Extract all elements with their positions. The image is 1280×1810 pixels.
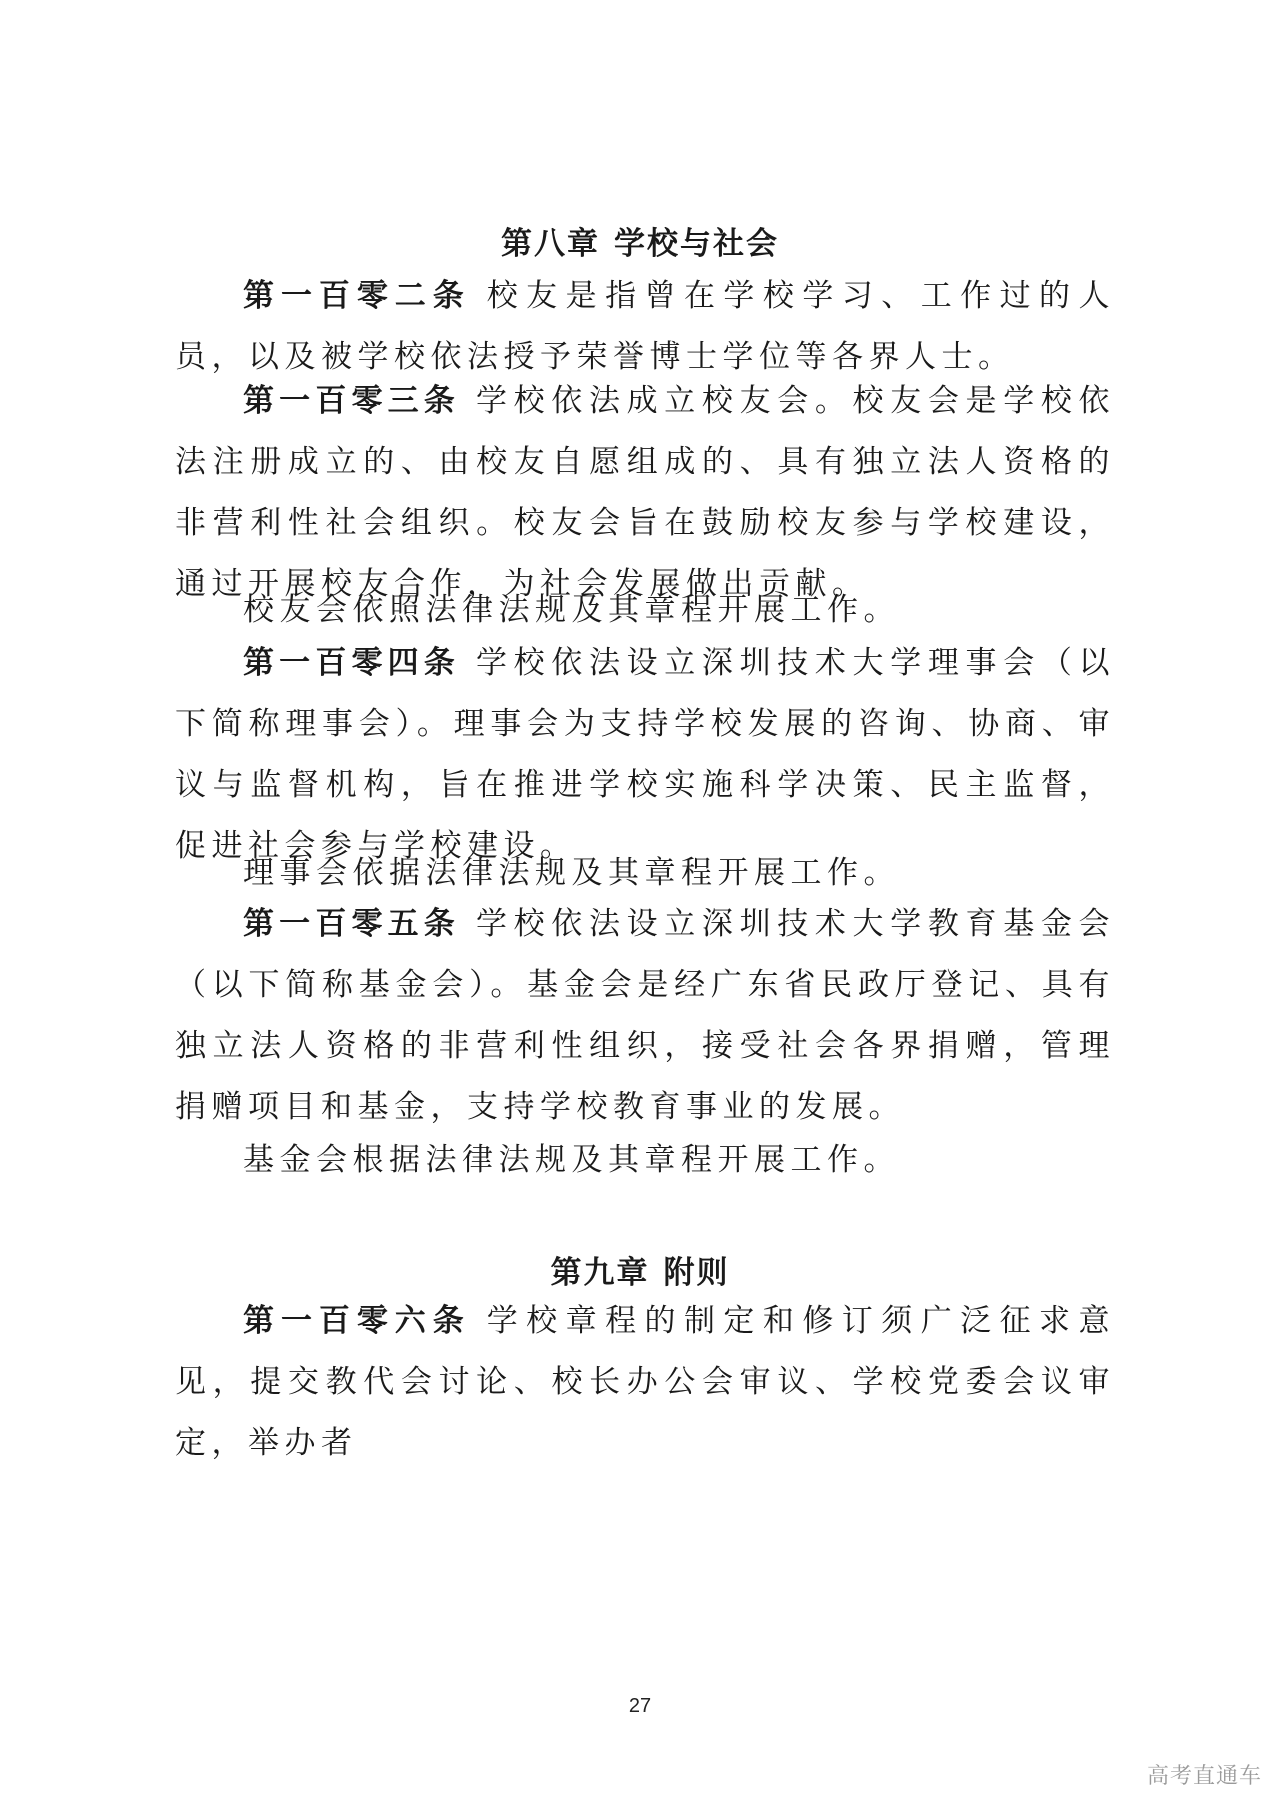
article-105-clause <box>175 1130 1115 1191</box>
article-label: 第一百零六条 <box>243 1303 471 1339</box>
article-103 <box>175 371 1115 615</box>
article-text: 理事会依据法律法规及其章程开展工作。 <box>243 855 900 891</box>
article-text: 学校依法成立校友会。校友会是学校依法注册成立的、由校友自愿组成的、具有独立法人资格的非营利性社会组织。校友会旨在鼓励校友参与学校建设，通过开展校友合作，为社会发展做出贡献。 <box>175 383 1116 602</box>
article-text: 校友会依照法律法规及其章程开展工作。 <box>243 592 900 628</box>
article-106 <box>175 1291 1115 1474</box>
article-text: 基金会根据法律法规及其章程开展工作。 <box>243 1142 900 1178</box>
article-text: 学校依法设立深圳技术大学理事会（以下简称理事会）。理事会为支持学校发展的咨询、协商、审议与监督机构，旨在推进学校实施科学决策、民主监督，促进社会参与学校建设。 <box>175 645 1116 864</box>
watermark: 高考直通车 <box>1146 1764 1262 1789</box>
article-text: 学校依法设立深圳技术大学教育基金会（以下简称基金会）。基金会是经广东省民政厅登记、具有独立法人资格的非营利性组织，接受社会各界捐赠，管理捐赠项目和基金，支持学校教育事业的发展。 <box>175 906 1116 1125</box>
article-label: 第一百零二条 <box>243 278 471 314</box>
chapter-8-title <box>0 218 1280 263</box>
article-104 <box>175 633 1115 877</box>
article-103-clause <box>175 580 1115 641</box>
article-102 <box>175 266 1115 388</box>
article-label: 第一百零四条 <box>243 645 460 681</box>
chapter-9-title <box>0 1247 1280 1292</box>
page-number: 27 <box>628 1695 652 1717</box>
article-label: 第一百零三条 <box>243 383 460 419</box>
article-label: 第一百零五条 <box>243 906 460 942</box>
chapter-9-number: 第九章 <box>550 1255 650 1291</box>
chapter-8-number: 第八章 <box>501 226 600 262</box>
article-text: 校友是指曾在学校学习、工作过的人员，以及被学校依法授予荣誉博士学位等各界人士。 <box>175 278 1116 375</box>
article-105 <box>175 894 1115 1138</box>
chapter-8-name: 学校与社会 <box>614 226 779 262</box>
chapter-9-name: 附则 <box>663 1255 730 1291</box>
article-text: 学校章程的制定和修订须广泛征求意见，提交教代会讨论、校长办公会审议、学校党委会议审定，举办者 <box>175 1303 1116 1461</box>
